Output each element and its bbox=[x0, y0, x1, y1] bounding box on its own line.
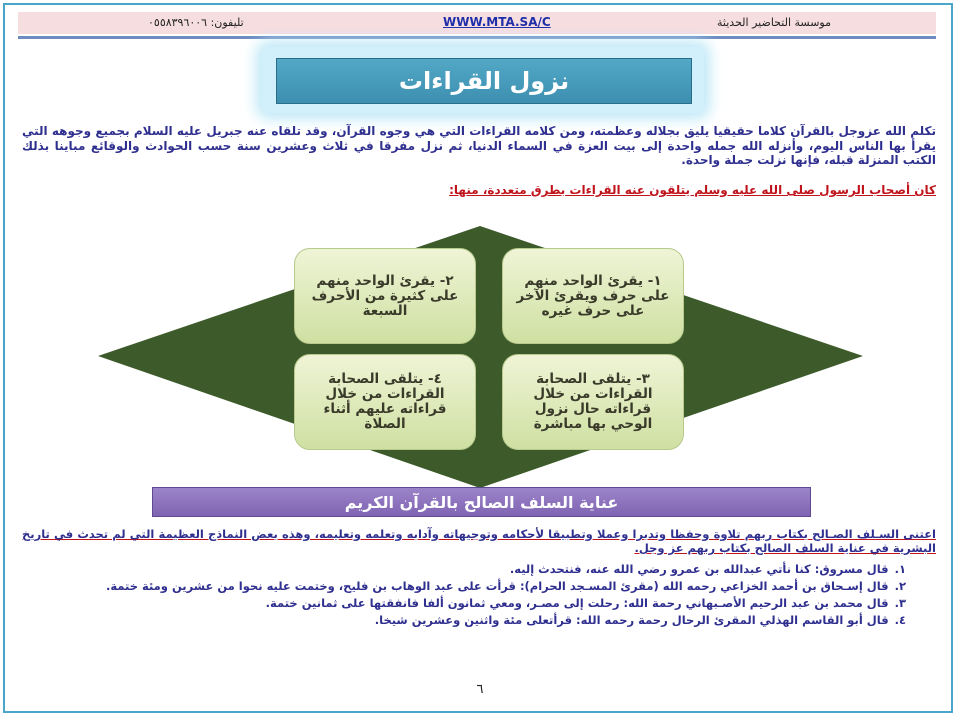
list-item-text: قال محمد بن عبد الرحيم الأصـبهاني رحمة الله: رحلت إلى مصـر، ومعي ثمانون ألفا فانفقتها على ثمانين ختمة. bbox=[265, 596, 889, 610]
diagram-item-3: ٣- يتلقى الصحابة القراءات من خلال قراءاته حال نزول الوحي بها مباشرة bbox=[502, 354, 684, 450]
list-item-number: ١. bbox=[894, 562, 906, 576]
quotes-list bbox=[22, 562, 906, 630]
intro-red-line: كان أصحاب الرسول صلى الله عليه وسلم يتلقون عنه القراءات بطرق متعددة، منها: bbox=[449, 183, 936, 197]
header-organization: موسسة التحاضير الحديثة bbox=[717, 16, 831, 29]
diamond-background bbox=[98, 226, 863, 488]
diamond-shape bbox=[98, 226, 863, 488]
methods-diagram bbox=[98, 226, 863, 488]
page-title: نزول القراءات bbox=[398, 67, 570, 95]
header-phone: تليفون: ٠٥٥٨٣٩٦٠٠٦ bbox=[148, 16, 244, 29]
list-item bbox=[22, 562, 906, 576]
list-item bbox=[22, 596, 906, 610]
header-divider bbox=[18, 36, 936, 39]
list-item bbox=[22, 579, 906, 593]
list-item bbox=[22, 613, 906, 627]
section-title: عناية السلف الصالح بالقرآن الكريم bbox=[344, 492, 619, 512]
list-item-number: ٣. bbox=[894, 596, 906, 610]
page-header bbox=[18, 12, 936, 34]
list-item-text: قال إسـحاق بن أحمد الخزاعي رحمه الله (مقرئ المسـجد الحرام): قرأت على عبد الوهاب بن فليح، وختمت عليه نحوا من عشرين ومئة ختمة. bbox=[105, 579, 889, 593]
list-item-number: ٢. bbox=[894, 579, 906, 593]
page-title-box bbox=[276, 58, 692, 104]
list-item-text: قال مسروق: كنا نأتي عبدالله بن عمرو رضي الله عنه، فنتحدث إليه. bbox=[509, 562, 889, 576]
list-item-text: قال أبو القاسم الهذلي المقرئ الرحال رحمة رحمه الله: قرأتعلى مئة واثنين وعشرين شيخا. bbox=[374, 613, 889, 627]
diagram-item-1: ١- يقرئ الواحد منهم على حرف ويقرئ الآخر على حرف غيره bbox=[502, 248, 684, 344]
section-paragraph: اعتنى السـلف الصـالح بكتاب ربهم تلاوة وحفظا وتدبرا وعملا وتطبيقا لأحكامه وتوجيهاته وآدابه وتعلمه وتعليمه، وهذه بعض النماذج العظيمة التي لم تحدث في تاريخ البشرية في عناية السلف الصالح بكتاب ربهم عز وجل. bbox=[22, 527, 936, 555]
header-website-link[interactable]: WWW.MTA.SA/C bbox=[443, 15, 551, 29]
list-item-number: ٤. bbox=[894, 613, 906, 627]
page-number: ٦ bbox=[476, 682, 484, 697]
diagram-item-2: ٢- يقرئ الواحد منهم على كثيرة من الأحرف السبعة bbox=[294, 248, 476, 344]
intro-paragraph: تكلم الله عزوجل بالقرآن كلاما حقيقيا يليق بجلاله وعظمته، ومن كلامه القراءات التي هي وجوه القرآن، وقد تلقاه عنه جبريل عليه السلام بجميع وجوهه التي يقرأ بها الناس اليوم، وأنزله الله جمله واحدة إلى بيت العزة في السماء الدنيا، ثم نزل مفرقا في ثلاث وعشرين سنة حسب الحوادث والوقائع مباينا بذلك الكتب المنزلة قبله، فإنها نزلت جملة واحدة. bbox=[22, 124, 936, 167]
section-title-bar bbox=[152, 487, 811, 517]
diagram-item-4: ٤- يتلقى الصحابة القراءات من خلال قراءاته عليهم أثناء الصلاة bbox=[294, 354, 476, 450]
